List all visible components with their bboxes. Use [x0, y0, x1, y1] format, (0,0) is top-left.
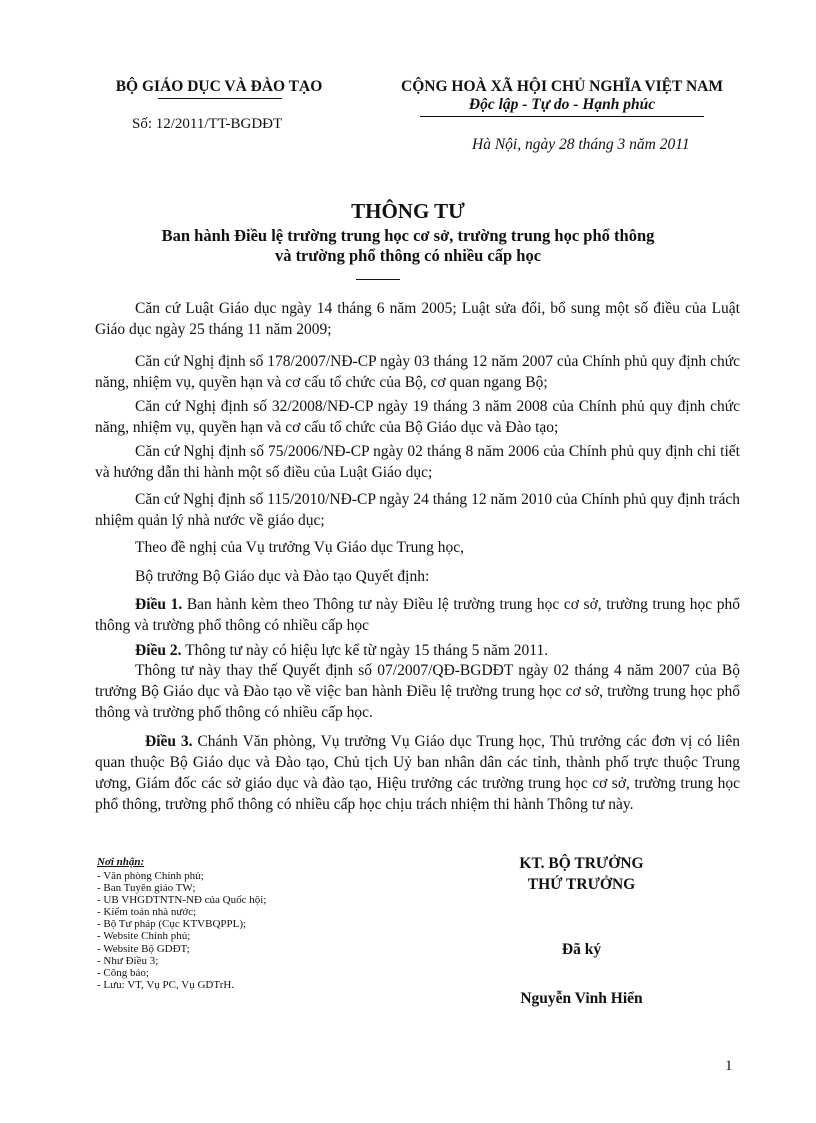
signature-authority: KT. BỘ TRƯỞNG — [519, 855, 644, 872]
article-2: Điều 2. Thông tư này có hiệu lực kể từ ngày 15 tháng 5 năm 2011. — [135, 642, 549, 659]
list-item: - Văn phòng Chính phủ; — [97, 870, 204, 882]
document-title: THÔNG TƯ — [351, 199, 465, 223]
legal-basis-paragraph-5: Căn cứ Nghị định số 115/2010/NĐ-CP ngày 24 tháng 12 năm 2010 của Chính phủ quy định trách nhiệm quản lý nhà nước về giáo dục; — [95, 491, 740, 529]
list-item: - Website Bộ GDĐT; — [97, 942, 190, 955]
national-title: CỘNG HOÀ XÃ HỘI CHỦ NGHĨA VIỆT NAM — [401, 78, 723, 95]
signed-note: Đã ký — [561, 941, 602, 958]
signer-name: Nguyễn Vinh Hiển — [520, 990, 643, 1007]
national-motto: Độc lập - Tự do - Hạnh phúc — [468, 96, 656, 113]
list-item: - Công báo; — [97, 966, 149, 979]
list-item: - UB VHGDTNTN-NĐ của Quốc hội; — [97, 894, 267, 907]
list-item: - Website Chính phủ; — [97, 930, 191, 943]
signature-position: THỨ TRƯỞNG — [527, 876, 636, 893]
legal-basis-paragraph-1: Căn cứ Luật Giáo dục ngày 14 tháng 6 năm 2005; Luật sửa đổi, bổ sung một số điều của Luật Giáo dục ngày 25 tháng 11 năm 2009; — [95, 300, 740, 338]
article-1-label: Điều 1. — [135, 596, 183, 613]
article-2-replacement: Thông tư này thay thế Quyết định số 07/2007/QĐ-BGDĐT ngày 02 tháng 4 năm 2007 của Bộ trưởng Bộ Giáo dục và Đào tạo về việc ban hành Điều lệ trường trung học cơ sở, trường trung học phổ thông và trường phổ thông có nhiều cấp học. — [95, 662, 740, 721]
article-3: Điều 3. Chánh Văn phòng, Vụ trưởng Vụ Giáo dục Trung học, Thủ trưởng các đơn vị có liên quan thuộc Bộ Giáo dục và Đào tạo, Chủ tịch Uỷ ban nhân dân các tỉnh, thành phố trực thuộc Trung ương, Giám đốc các sở giáo dục và đào tạo, Hiệu trưởng các trường trung học cơ sở, trường trung học phổ thông, trường phổ thông có nhiều cấp học chịu trách nhiệm thi hành Thông tư này. — [95, 733, 740, 813]
legal-basis-paragraph-4: Căn cứ Nghị định số 75/2006/NĐ-CP ngày 02 tháng 8 năm 2006 của Chính phủ quy định chi tiết và hướng dẫn thi hành một số điều của Luật Giáo dục; — [95, 443, 740, 481]
motto-underline — [420, 116, 704, 117]
document-subtitle — [96, 226, 720, 266]
issuing-organization: BỘ GIÁO DỤC VÀ ĐÀO TẠO — [115, 78, 323, 95]
document-number: Số: 12/2011/TT-BGDĐT — [132, 116, 283, 132]
list-item: - Bộ Tư pháp (Cục KTVBQPPL); — [97, 918, 247, 931]
subtitle-line-2: và trường phổ thông có nhiều cấp học — [274, 246, 542, 265]
list-item: - Lưu: VT, Vụ PC, Vụ GDTrH. — [97, 978, 235, 991]
list-item: - Kiểm toán nhà nước; — [97, 906, 197, 919]
article-1: Điều 1. Ban hành kèm theo Thông tư này Điều lệ trường trung học cơ sở, trường trung học phổ thông và trường phổ thông có nhiều cấp học — [95, 596, 740, 634]
signature-block-title — [460, 853, 703, 895]
decision-paragraph: Bộ trưởng Bộ Giáo dục và Đào tạo Quyết định: — [135, 568, 430, 585]
proposal-paragraph: Theo đề nghị của Vụ trưởng Vụ Giáo dục Trung học, — [135, 539, 465, 556]
list-item: - Như Điều 3; — [97, 954, 159, 967]
recipients-list — [97, 870, 266, 991]
place-and-date: Hà Nội, ngày 28 tháng 3 năm 2011 — [472, 136, 690, 153]
list-item: - Ban Tuyên giáo TW; — [97, 882, 196, 895]
article-2-label: Điều 2. — [135, 642, 182, 659]
legal-basis-paragraph-3: Căn cứ Nghị định số 32/2008/NĐ-CP ngày 19 tháng 3 năm 2008 của Chính phủ quy định chức năng, nhiệm vụ, quyền hạn và cơ cấu tổ chức của Bộ Giáo dục và Đào tạo; — [95, 398, 740, 436]
page-number: 1 — [725, 1058, 733, 1074]
article-3-label: Điều 3. — [145, 733, 193, 750]
recipients-title: Nơi nhận: — [97, 856, 145, 868]
subtitle-line-1: Ban hành Điều lệ trường trung học cơ sở, trường trung học phổ thông — [161, 226, 655, 245]
organization-underline — [158, 98, 282, 99]
title-underline — [356, 279, 400, 280]
legal-basis-paragraph-2: Căn cứ Nghị định số 178/2007/NĐ-CP ngày 03 tháng 12 năm 2007 của Chính phủ quy định chức năng, nhiệm vụ, quyền hạn và cơ cấu tổ chức của Bộ, cơ quan ngang Bộ; — [95, 353, 740, 391]
